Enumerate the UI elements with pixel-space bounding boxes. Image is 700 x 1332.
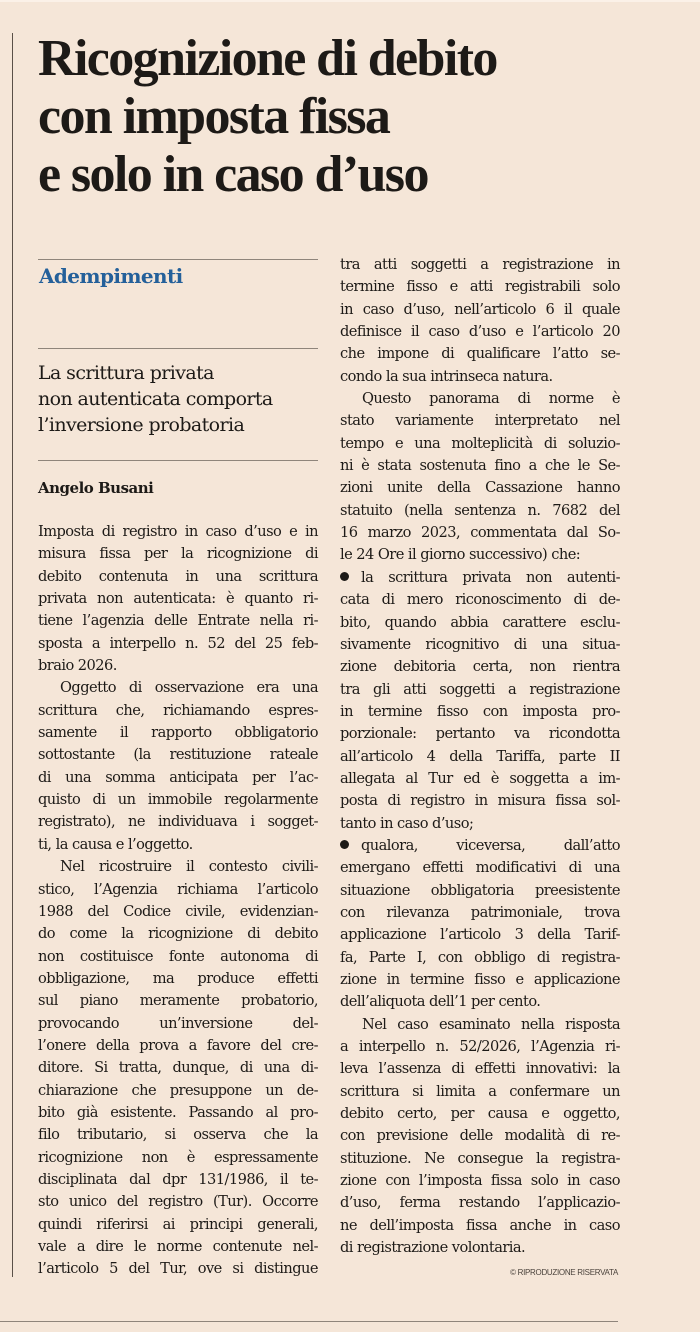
body-line: stituzione. Ne consegue la registra- — [340, 1149, 620, 1167]
body-line: sto unico del registro (Tur). Occorre — [38, 1193, 318, 1211]
body-line: bito già esistente. Passando al pro- — [38, 1103, 318, 1121]
body-line: vale a dire le norme contenute nel- — [38, 1238, 318, 1255]
body-line: tanto in caso d’uso; — [340, 814, 474, 832]
divider-subhead-top — [38, 348, 318, 349]
body-line: quindi riferirsi ai principi generali, — [38, 1215, 318, 1233]
body-line: porzionale: pertanto va ricondotta — [340, 725, 620, 743]
body-line: chiarazione che presuppone un de- — [38, 1081, 318, 1099]
body-line: sposta a interpello n. 52 del 25 feb- — [38, 634, 318, 652]
body-line: Imposta di registro in caso d’uso e in — [38, 523, 318, 540]
body-line: sul piano meramente probatorio, — [38, 992, 318, 1010]
bullet-text: la scrittura privata non autenti- — [361, 568, 620, 586]
top-edge — [0, 0, 700, 2]
body-line: samente il rapporto obbligatorio — [38, 724, 318, 742]
vertical-rule — [12, 33, 13, 1277]
body-line: provocando un’inversione del- — [38, 1014, 318, 1032]
body-line: stato variamente interpretato nel — [340, 412, 620, 430]
body-line: a interpello n. 52/2026, l’Agenzia ri- — [340, 1038, 620, 1056]
body-line: leva l’assenza di effetti innovativi: la — [340, 1060, 620, 1078]
body-column-right — [340, 254, 620, 1259]
body-line: do come la ricognizione di debito — [38, 925, 318, 943]
body-line: in caso d’uso, nell’articolo 6 il quale — [340, 300, 620, 318]
body-line: ni è stata sostenuta fino a che le Se- — [340, 457, 620, 475]
body-line: disciplinata dal dpr 131/1986, il te- — [38, 1170, 318, 1188]
subheadline — [38, 360, 328, 438]
body-line: all’articolo 4 della Tariffa, parte II — [340, 747, 620, 765]
divider-section-top — [38, 259, 318, 260]
body-line: braio 2026. — [38, 657, 117, 675]
body-line: registrato), ne individuava i sogget- — [38, 813, 318, 831]
body-line: posta di registro in misura fissa sol- — [340, 792, 620, 810]
copyright-notice: © RIPRODUZIONE RISERVATA — [510, 1268, 618, 1277]
body-line: scrittura che, richiamando espres- — [38, 701, 318, 719]
divider-byline-top — [38, 460, 318, 461]
body-line: statuito (nella sentenza n. 7682 del — [340, 501, 620, 519]
bullet-item-1-first-line — [340, 567, 620, 589]
body-line: ti, la causa e l’oggetto. — [38, 835, 193, 853]
bullet-item-2-first-line — [340, 835, 620, 857]
subheadline-line: non autenticata comporta — [38, 388, 273, 410]
body-line: termine fisso e atti registrabili solo — [340, 278, 620, 296]
body-line: Oggetto di osservazione era una — [60, 679, 318, 697]
body-line: ne dell’imposta fissa anche in caso — [340, 1216, 620, 1234]
body-line: definisce il caso d’uso e l’articolo 20 — [340, 323, 620, 341]
body-line: obbligazione, ma produce effetti — [38, 969, 318, 987]
author-byline: Angelo Busani — [38, 479, 154, 497]
body-line: d’uso, ferma restando l’applicazio- — [340, 1194, 620, 1212]
body-line: zioni unite della Cassazione hanno — [340, 479, 620, 497]
body-line: applicazione l’articolo 3 della Tarif- — [340, 926, 620, 944]
section-label: Adempimenti — [39, 264, 183, 288]
body-line: zione con l’imposta fissa solo in caso — [340, 1172, 620, 1190]
subheadline-line: l’inversione probatoria — [38, 414, 245, 436]
body-line: ricognizione non è espressamente — [38, 1148, 318, 1166]
body-column-left — [38, 521, 318, 1281]
body-line: Nel ricostruire il contesto civili- — [60, 858, 318, 876]
body-line: scrittura si limita a confermare un — [340, 1082, 620, 1100]
bullet-icon — [340, 572, 349, 581]
body-line: fa, Parte I, con obbligo di registra- — [340, 948, 620, 966]
body-line: di registrazione volontaria. — [340, 1239, 526, 1257]
body-line: privata non autenticata: è quanto ri- — [38, 590, 318, 608]
body-line: zione debitoria certa, non rientra — [340, 658, 620, 676]
body-line: cata di mero riconoscimento di de- — [340, 591, 620, 609]
body-line: dell’aliquota dell’1 per cento. — [340, 993, 541, 1011]
headline-line: Ricognizione di debito — [38, 30, 497, 87]
body-line: di una somma anticipata per l’ac- — [38, 768, 318, 786]
body-line: zione in termine fisso e applicazione — [340, 971, 620, 988]
body-line: stico, l’Agenzia richiama l’articolo — [38, 880, 318, 898]
body-line: ditore. Si tratta, dunque, di una di- — [38, 1059, 318, 1077]
body-line: misura fissa per la ricognizione di — [38, 545, 318, 563]
body-line: tiene l’agenzia delle Entrate nella ri- — [38, 612, 318, 630]
body-line: quisto di un immobile regolarmente — [38, 791, 318, 809]
body-line: debito certo, per causa e oggetto, — [340, 1105, 620, 1123]
body-line: che impone di qualificare l’atto se- — [340, 345, 620, 363]
body-line: Nel caso esaminato nella risposta — [362, 1015, 620, 1033]
body-line: 1988 del Codice civile, evidenzian- — [38, 902, 318, 920]
bullet-text: qualora, viceversa, dall’atto — [361, 836, 620, 854]
body-line: tra gli atti soggetti a registrazione — [340, 680, 620, 698]
body-line: emergano effetti modificativi di una — [340, 859, 620, 877]
body-line: Questo panorama di norme è — [362, 390, 620, 408]
body-line: filo tributario, si osserva che la — [38, 1126, 318, 1144]
body-line: con previsione delle modalità di re- — [340, 1127, 620, 1145]
body-line: bito, quando abbia carattere esclu- — [340, 613, 620, 631]
body-line: l’onere della prova a favore del cre- — [38, 1036, 318, 1054]
body-line: l’articolo 5 del Tur, ove si distingue — [38, 1260, 318, 1278]
headline-line: con imposta fissa — [38, 88, 390, 145]
body-line: situazione obbligatoria preesistente — [340, 881, 620, 899]
subheadline-line: La scrittura privata — [38, 362, 214, 384]
body-line: tra atti soggetti a registrazione in — [340, 256, 620, 273]
body-line: condo la sua intrinseca natura. — [340, 367, 553, 385]
body-line: 16 marzo 2023, commentata dal So- — [340, 524, 620, 542]
body-line: allegata al Tur ed è soggetta a im- — [340, 769, 620, 787]
headline-line: e solo in caso d’uso — [38, 146, 428, 203]
body-line: le 24 Ore il giorno successivo) che: — [340, 546, 581, 564]
body-line: non costituisce fonte autonoma di — [38, 947, 318, 965]
body-line: sivamente ricognitivo di una situa- — [340, 635, 620, 653]
body-line: tempo e una molteplicità di soluzio- — [340, 434, 620, 452]
headline — [38, 30, 638, 204]
bottom-rule — [0, 1321, 618, 1322]
body-line: in termine fisso con imposta pro- — [340, 702, 620, 720]
body-line: debito contenuta in una scrittura — [38, 567, 318, 585]
body-line: con rilevanza patrimoniale, trova — [340, 903, 620, 921]
bullet-icon — [340, 840, 349, 849]
body-line: sottostante (la restituzione rateale — [38, 746, 318, 764]
